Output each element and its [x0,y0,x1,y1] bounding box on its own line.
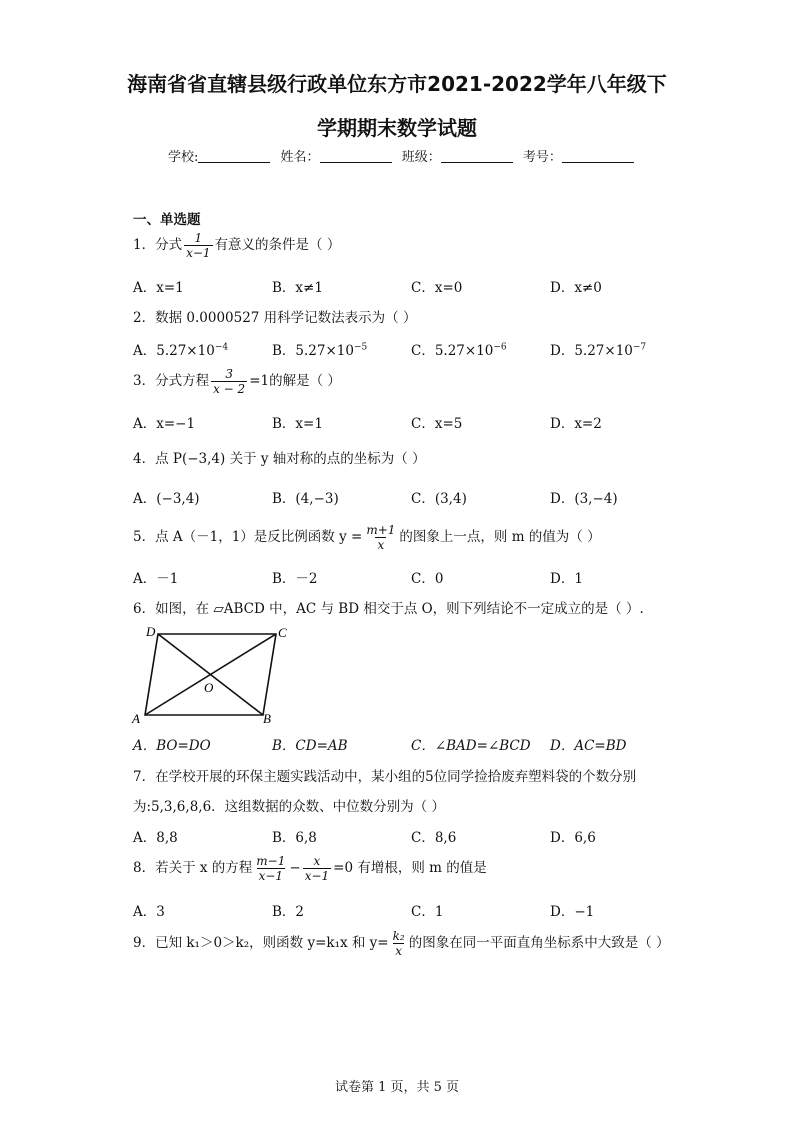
number-field[interactable] [562,150,634,163]
q3-option-c[interactable]: C．x=5 [411,416,463,432]
question-7-line-1: 7．在学校开展的环保主题实践活动中，某小组的5位同学捡拾废弃塑料袋的个数分别 [133,769,637,785]
q3-option-d[interactable]: D．x=2 [550,416,602,432]
q3-option-b[interactable]: B．x=1 [272,416,323,432]
q1-option-a[interactable]: A．x=1 [133,280,184,296]
q9-fraction: $\frac{\text{k₂}}{x}$ [392,929,405,958]
question-9 [133,929,670,958]
q8-text: 8．若关于 x 的方程 [133,860,253,876]
q4-option-c[interactable]: C．(3,4) [411,491,467,507]
q5-fraction: $\frac{m+1}{x}$ [366,523,396,552]
q9-text: 9．已知 k₁＞0＞k₂，则函数 y=k₁x 和 y= [133,935,389,951]
q5-option-d[interactable]: D．1 [550,571,583,587]
q6-option-d[interactable]: D．AC=BD [550,738,627,754]
q3-text-end: =1的解是（ ） [249,373,341,389]
q4-option-b[interactable]: B．(4,−3) [272,491,339,507]
q8-fraction-1: $\frac{m-1}{x-1}$ [256,854,286,883]
title-line-2: 学期期末数学试题 [317,116,477,140]
q8-option-c[interactable]: C．1 [411,904,444,920]
section-heading: 一、单选题 [133,212,201,228]
q3-text: 3．分式方程 [133,373,210,389]
q5-option-c[interactable]: C．0 [411,571,444,587]
q1-fraction: $\frac{1}{x-1}$ [186,231,211,260]
q2-option-c[interactable]: C．$5.27\times 10^{-6}$ [411,342,507,359]
name-field[interactable] [320,150,392,163]
q8-fraction-2: $\frac{x}{x-1}$ [304,854,330,883]
question-7-line-2: 为:5,3,6,8,6．这组数据的众数、中位数分别为（ ） [133,799,445,815]
q3-option-a[interactable]: A．x=−1 [133,416,196,432]
student-info-row [168,146,640,165]
q7-option-b[interactable]: B．6,8 [272,830,317,846]
school-label: 学校: [168,150,199,165]
title-line-1: 海南省省直辖县级行政单位东方市2021-2022学年八年级下 [127,72,667,96]
q2-option-b[interactable]: B．$5.27\times 10^{-5}$ [272,342,368,359]
q7-option-c[interactable]: C．8,6 [411,830,457,846]
question-4: 4．点 P(−3,4) 关于 y 轴对称的点的坐标为（ ） [133,451,426,467]
q5-text-end: 的图象上一点，则 m 的值为（ ） [399,529,601,545]
parallelogram-figure [130,620,300,730]
name-label: 姓名： [280,150,320,165]
number-label: 考号： [522,150,562,165]
page-footer: 试卷第 1 页，共 5 页 [334,1080,460,1095]
q6-option-c[interactable]: C．∠BAD=∠BCD [411,738,531,754]
q1-option-d[interactable]: D．x≠0 [550,280,602,296]
question-6: 6．如图，在 ▱ABCD 中，AC 与 BD 相交于点 O，则下列结论不一定成立的是（ ）. [133,601,644,617]
q2-option-a[interactable]: A．$5.27\times 10^{-4}$ [133,342,229,359]
vertex-c-label: C [278,625,287,640]
q8-text-end: =0 有增根，则 m 的值是 [333,860,487,876]
vertex-a-label: A [132,711,140,726]
vertex-d-label: D [146,624,156,639]
class-field[interactable] [441,150,513,163]
q8-option-d[interactable]: D．−1 [550,904,595,920]
q5-option-b[interactable]: B．－2 [272,571,318,587]
q3-fraction: $\frac{3}{x - 2}$ [213,367,246,396]
q7-option-a[interactable]: A．8,8 [133,830,178,846]
q6-option-b[interactable]: B．CD=AB [272,738,348,754]
q8-option-b[interactable]: B．2 [272,904,305,920]
q1-option-b[interactable]: B．x≠1 [272,280,323,296]
question-8 [133,854,487,883]
question-1 [133,231,340,260]
q7-option-d[interactable]: D．6,6 [550,830,596,846]
q8-option-a[interactable]: A．3 [133,904,165,920]
diagonal-bd [158,634,263,715]
q8-minus: − [289,860,301,876]
vertex-b-label: B [263,711,271,726]
q4-option-a[interactable]: A．(−3,4) [133,491,200,507]
q2-option-d[interactable]: D．$5.27\times 10^{-7}$ [550,342,647,359]
point-o-label: O [204,680,214,695]
q6-option-a[interactable]: A．BO=DO [133,738,211,754]
q5-text: 5．点 A（－1，1）是反比例函数 y = [133,529,363,545]
question-3 [133,367,341,396]
q1-text: 1．分式 [133,237,183,253]
class-label: 班级： [401,150,441,165]
q9-text-end: 的图象在同一平面直角坐标系中大致是（ ） [408,935,670,951]
q4-option-d[interactable]: D．(3,−4) [550,491,618,507]
q5-option-a[interactable]: A．－1 [133,571,179,587]
question-5 [133,523,601,552]
q1-text-end: 有意义的条件是（ ） [214,237,341,253]
question-2: 2．数据 0.0000527 用科学记数法表示为（ ） [133,310,417,326]
q1-option-c[interactable]: C．x=0 [411,280,463,296]
school-field[interactable] [198,150,270,163]
